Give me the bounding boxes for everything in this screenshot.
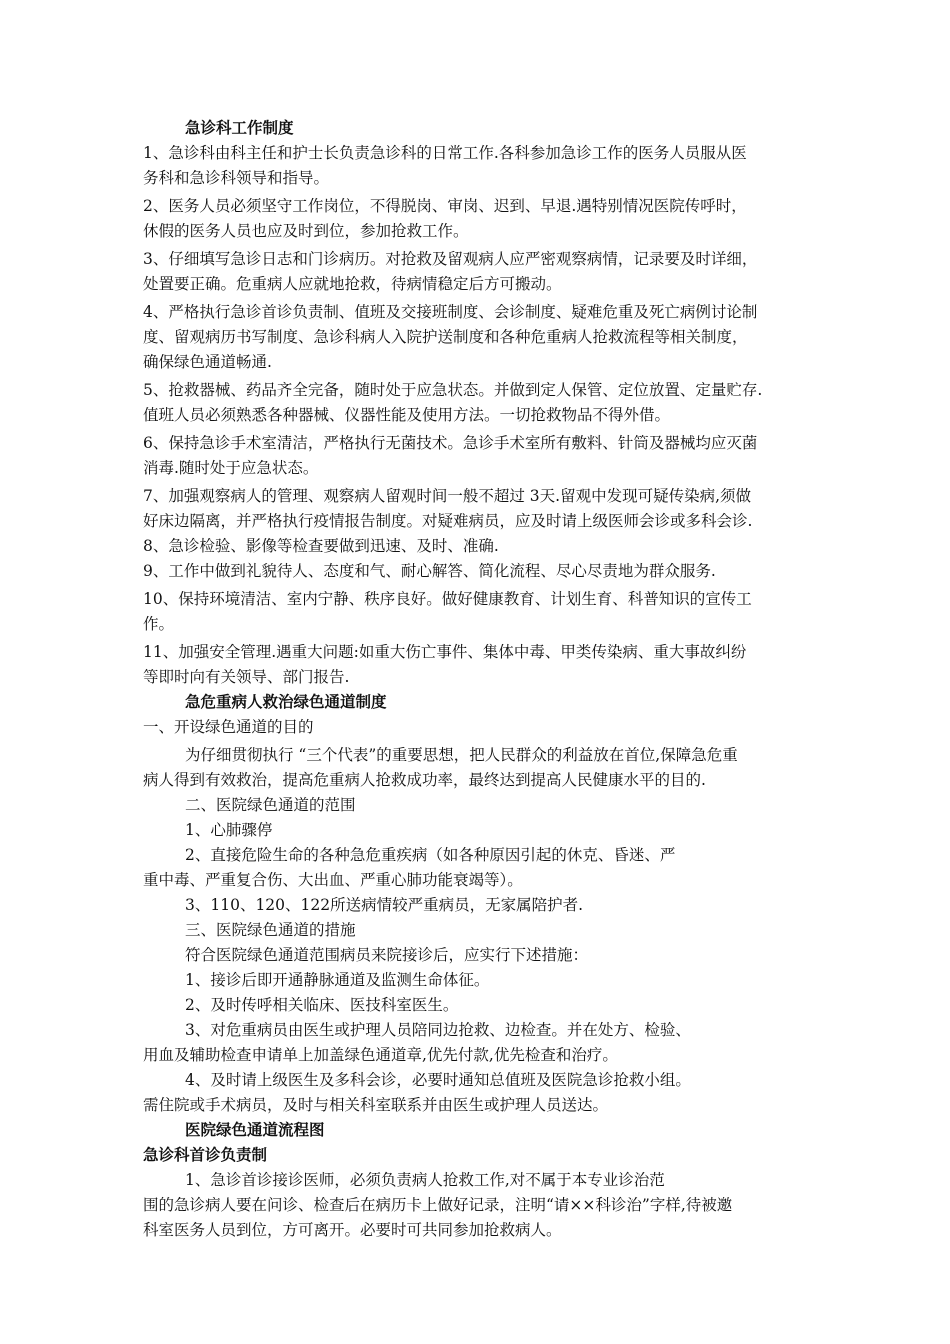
text-line: 3、仔细填写急诊日志和门诊病历。对抢救及留观病人应严密观察病情，记录要及时详细， (143, 250, 758, 268)
text-line: 7、加强观察病人的管理、观察病人留观时间一般不超过 3天.留观中发现可疑传染病,须做 (143, 487, 752, 505)
text-line: 好床边隔离，并严格执行疫情报告制度。对疑难病员，应及时请上级医师会诊或多科会诊. (143, 512, 753, 530)
text-line: 1、心肺骤停 (185, 821, 273, 839)
text-line: 用血及辅助检查申请单上加盖绿色通道章,优先付款,优先检查和治疗。 (143, 1046, 618, 1064)
text-line: 9、工作中做到礼貌待人、态度和气、耐心解答、简化流程、尽心尽责地为群众服务. (143, 562, 716, 580)
text-line: 为仔细贯彻执行 “三个代表”的重要思想，把人民群众的利益放在首位,保障急危重 (185, 746, 738, 764)
text-line: 5、抢救器械、药品齐全完备，随时处于应急状态。并做到定人保管、定位放置、定量贮存. (143, 381, 763, 399)
text-line: 度、留观病历书写制度、急诊科病人入院护送制度和各种危重病人抢救流程等相关制度， (143, 328, 748, 346)
text-line: 围的急诊病人要在问诊、检查后在病历卡上做好记录，注明“请××科诊治”字样,待被邀 (143, 1196, 733, 1214)
title-green-channel-rules: 急危重病人救治绿色通道制度 (185, 693, 387, 711)
text-line: 3、110、120、122所送病情较严重病员，无家属陪护者. (185, 896, 584, 914)
text-line: 务科和急诊科领导和指导。 (143, 169, 330, 187)
text-line: 一、开设绿色通道的目的 (143, 718, 314, 736)
text-line: 6、保持急诊手术室清洁，严格执行无菌技术。急诊手术室所有敷料、针筒及器械均应灭菌 (143, 434, 758, 452)
text-line: 确保绿色通道畅通. (143, 353, 272, 371)
text-line: 三、医院绿色通道的措施 (185, 921, 356, 939)
text-line: 二、医院绿色通道的范围 (185, 796, 356, 814)
text-line: 需住院或手术病员，及时与相关科室联系并由医生或护理人员送达。 (143, 1096, 609, 1114)
text-line: 4、严格执行急诊首诊负责制、值班及交接班制度、会诊制度、疑难危重及死亡病例讨论制 (143, 303, 758, 321)
text-line: 3、对危重病员由医生或护理人员陪同边抢救、边检查。并在处方、检验、 (185, 1021, 691, 1039)
text-line: 8、急诊检验、影像等检查要做到迅速、及时、准确. (143, 537, 499, 555)
document-body (143, 116, 815, 1243)
text-line: 2、医务人员必须坚守工作岗位，不得脱岗、审岗、迟到、早退.遇特别情况医院传呼时， (143, 197, 747, 215)
title-emergency-work-rules: 急诊科工作制度 (185, 119, 294, 137)
text-line: 1、接诊后即开通静脉通道及监测生命体征。 (185, 971, 490, 989)
text-line: 1、急诊科由科主任和护士长负责急诊科的日常工作.各科参加急诊工作的医务人员服从医 (143, 144, 747, 162)
title-first-diagnosis-responsibility: 急诊科首诊负责制 (143, 1146, 268, 1164)
text-line: 作。 (143, 615, 175, 633)
text-line: 处置要正确。危重病人应就地抢救，待病情稳定后方可搬动。 (143, 275, 562, 293)
text-line: 2、直接危险生命的各种急危重疾病（如各种原因引起的休克、昏迷、严 (185, 846, 676, 864)
text-line: 消毒.随时处于应急状态。 (143, 459, 319, 477)
title-green-channel-flowchart: 医院绿色通道流程图 (185, 1121, 325, 1139)
text-line: 4、及时请上级医生及多科会诊，必要时通知总值班及医院急诊抢救小组。 (185, 1071, 691, 1089)
text-line: 值班人员必须熟悉各种器械、仪器性能及使用方法。一切抢救物品不得外借。 (143, 406, 671, 424)
text-line: 病人得到有效救治，提高危重病人抢救成功率，最终达到提高人民健康水平的目的. (143, 771, 706, 789)
text-line: 1、急诊首诊接诊医师，必须负责病人抢救工作,对不属于本专业诊治范 (185, 1171, 665, 1189)
text-line: 10、保持环境清洁、室内宁静、秩序良好。做好健康教育、计划生育、科普知识的宣传工 (143, 590, 752, 608)
text-line: 2、及时传呼相关临床、医技科室医生。 (185, 996, 459, 1014)
text-line: 符合医院绿色通道范围病员来院接诊后，应实行下述措施： (185, 946, 589, 964)
text-line: 重中毒、严重复合伤、大出血、严重心肺功能衰竭等）。 (143, 871, 523, 889)
text-line: 休假的医务人员也应及时到位，参加抢救工作。 (143, 222, 469, 240)
text-line: 11、加强安全管理.遇重大问题:如重大伤亡事件、集体中毒、甲类传染病、重大事故纠纷 (143, 643, 747, 661)
text-line: 科室医务人员到位，方可离开。必要时可共同参加抢救病人。 (143, 1221, 562, 1239)
text-line: 等即时向有关领导、部门报告. (143, 668, 350, 686)
